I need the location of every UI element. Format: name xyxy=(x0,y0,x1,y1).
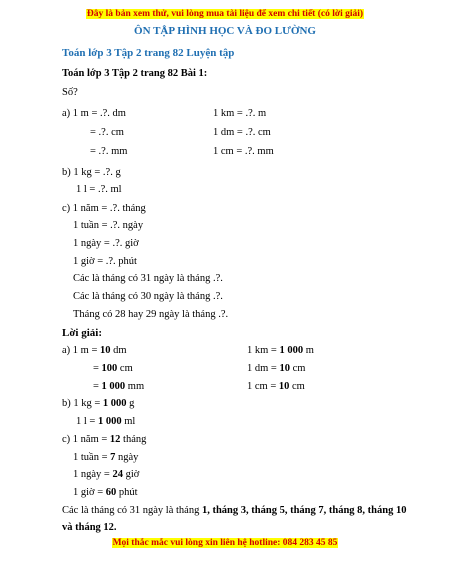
preview-banner-text: Đây là bản xem thử, vui lòng mua tài liệu để xem chi tiết (có lời giải) xyxy=(86,9,364,19)
page-title: ÔN TẬP HÌNH HỌC VÀ ĐO LƯỜNG xyxy=(134,25,316,37)
solution-c-row2: 1 tuần = 7 ngày xyxy=(73,452,139,463)
exercise-c-row7: Tháng có 28 hay 29 ngày là tháng .?. xyxy=(73,309,229,320)
solution-b-row2: 1 l = 1 000 ml xyxy=(76,416,136,427)
exercise-c-row4: 1 giờ = .?. phút xyxy=(73,256,137,267)
exercise-b-row1: b) 1 kg = .?. g xyxy=(62,167,121,178)
footer-notice xyxy=(0,536,450,550)
exercise-c-row1: c) 1 năm = .?. tháng xyxy=(62,203,146,214)
solution-c-row3: 1 ngày = 24 giờ xyxy=(73,469,140,480)
exercise-a-row1-left: a) 1 m = .?. dm xyxy=(62,108,126,119)
solution-a-row1-left: a) 1 m = 10 dm xyxy=(62,345,127,356)
exercise-c-row5: Các là tháng có 31 ngày là tháng .?. xyxy=(73,273,223,284)
solution-b-row1: b) 1 kg = 1 000 g xyxy=(62,398,135,409)
exercise-c-row2: 1 tuần = .?. ngày xyxy=(73,220,144,231)
exercise-prompt: Số? xyxy=(62,87,78,98)
preview-banner xyxy=(0,7,450,21)
solution-c-row1: c) 1 năm = 12 tháng xyxy=(62,434,147,445)
exercise-c-row6: Các là tháng có 30 ngày là tháng .?. xyxy=(73,291,223,302)
solution-heading: Lời giải: xyxy=(62,327,103,339)
lesson-subtitle: Toán lớp 3 Tập 2 trang 82 Luyện tập xyxy=(62,47,235,59)
exercise-a-row3-right: 1 cm = .?. mm xyxy=(213,146,274,157)
footer-notice-text: Mọi thắc mắc vui lòng xin liên hệ hotline: 084 283 45 85 xyxy=(112,538,338,548)
solution-c-row5-cont: và tháng 12. xyxy=(62,522,117,533)
exercise-heading: Toán lớp 3 Tập 2 trang 82 Bài 1: xyxy=(62,68,208,79)
solution-a-row2-left: = 100 cm xyxy=(93,363,133,374)
exercise-a-row2-left: = .?. cm xyxy=(90,127,124,138)
solution-a-row3-left: = 1 000 mm xyxy=(93,381,145,392)
solution-a-row2-right: 1 dm = 10 cm xyxy=(247,363,306,374)
exercise-a-row2-right: 1 dm = .?. cm xyxy=(213,127,271,138)
exercise-b-row2: 1 l = .?. ml xyxy=(76,184,122,195)
exercise-a-row1-right: 1 km = .?. m xyxy=(213,108,267,119)
solution-a-row1-right: 1 km = 1 000 m xyxy=(247,345,314,356)
solution-c-row4: 1 giờ = 60 phút xyxy=(73,487,138,498)
solution-c-row5: Các là tháng có 31 ngày là tháng 1, tháng 3, tháng 5, tháng 7, tháng 8, tháng 10 xyxy=(62,505,407,516)
exercise-c-row3: 1 ngày = .?. giờ xyxy=(73,238,139,249)
solution-a-row3-right: 1 cm = 10 cm xyxy=(247,381,305,392)
exercise-a-row3-left: = .?. mm xyxy=(90,146,128,157)
